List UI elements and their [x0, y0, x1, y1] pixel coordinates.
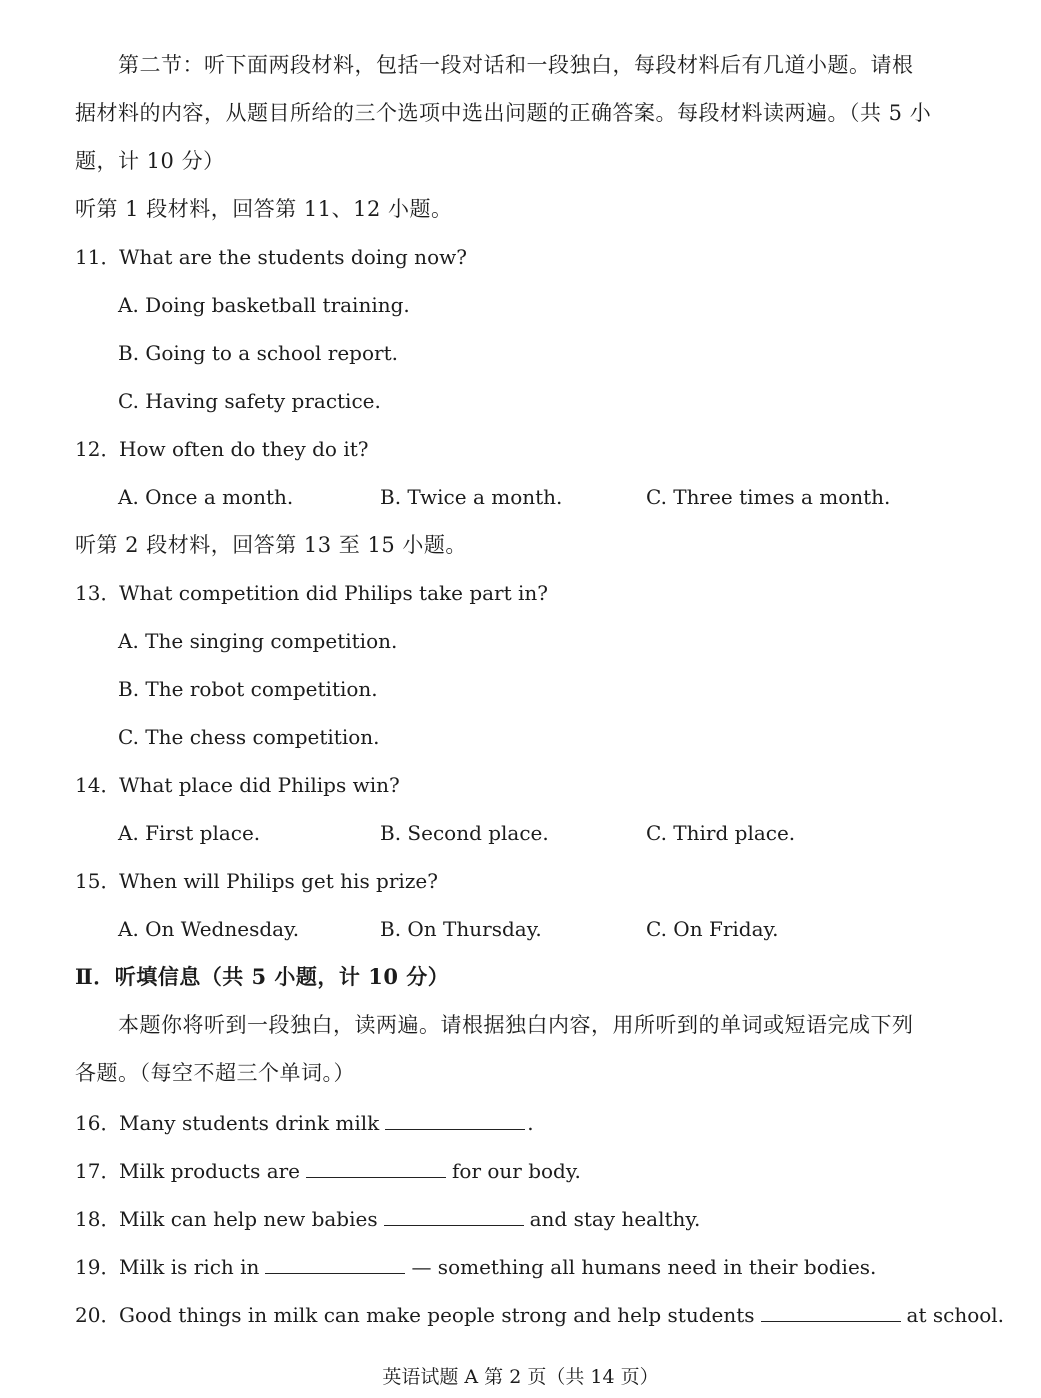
q11-option-b: B. Going to a school report.: [118, 341, 398, 365]
item-number: 16．: [75, 1111, 121, 1135]
q15-option-c: C. On Friday.: [646, 917, 779, 941]
material1-header: 听第 1 段材料，回答第 11、12 小题。: [75, 197, 453, 221]
part2-intro-line2: 各题。（每空不超三个单词。）: [75, 1061, 355, 1085]
q13-option-b: B. The robot competition.: [118, 677, 378, 701]
item-text-before: Milk products are: [119, 1159, 301, 1183]
question-15: [75, 868, 438, 894]
fill-item-17: [75, 1158, 581, 1184]
question-number: 15．: [75, 869, 121, 893]
q12-option-b: B. Twice a month.: [380, 485, 563, 509]
section2-intro-line3: 题，计 10 分）: [75, 149, 225, 173]
item-number: 17．: [75, 1159, 121, 1183]
q14-option-b: B. Second place.: [380, 821, 549, 845]
item-number: 20．: [75, 1303, 121, 1327]
item-text-before: Milk can help new babies: [119, 1207, 378, 1231]
fill-item-16: [75, 1110, 534, 1136]
question-text: When will Philips get his prize?: [119, 869, 438, 893]
question-text: What are the students doing now?: [119, 245, 467, 269]
answer-blank[interactable]: [761, 1303, 901, 1322]
question-text: What competition did Philips take part in?: [119, 581, 549, 605]
question-text: How often do they do it?: [119, 437, 369, 461]
question-number: 11．: [75, 245, 121, 269]
item-text-after: at school.: [906, 1303, 1005, 1327]
question-number: 12．: [75, 437, 121, 461]
part2-title: Ⅱ．听填信息（共 5 小题，计 10 分）: [75, 964, 450, 989]
q11-option-a: A. Doing basketball training.: [118, 293, 410, 317]
item-text-after: and stay healthy.: [529, 1207, 701, 1231]
question-12: [75, 436, 368, 462]
fill-item-19: [75, 1254, 876, 1280]
material2-header: 听第 2 段材料，回答第 13 至 15 小题。: [75, 533, 467, 557]
item-text-after: — something all humans need in their bodies.: [411, 1255, 877, 1279]
item-text-before: Good things in milk can make people strong and help students: [119, 1303, 755, 1327]
fill-item-18: [75, 1206, 700, 1232]
question-text: What place did Philips win?: [119, 773, 400, 797]
item-number: 19．: [75, 1255, 121, 1279]
question-number: 13．: [75, 581, 121, 605]
question-13: [75, 580, 548, 606]
section2-intro-line2: 据材料的内容，从题目所给的三个选项中选出问题的正确答案。每段材料读两遍。（共 5 小: [75, 101, 932, 125]
section2-intro-line1: 第二节：听下面两段材料，包括一段对话和一段独白，每段材料后有几道小题。请根: [118, 53, 914, 77]
question-11: [75, 244, 467, 270]
answer-blank[interactable]: [306, 1159, 446, 1178]
answer-blank[interactable]: [384, 1207, 524, 1226]
q14-option-a: A. First place.: [118, 821, 261, 845]
q11-option-c: C. Having safety practice.: [118, 389, 381, 413]
q13-option-a: A. The singing competition.: [118, 629, 398, 653]
q12-option-a: A. Once a month.: [118, 485, 294, 509]
item-number: 18．: [75, 1207, 121, 1231]
part2-intro-line1: 本题你将听到一段独白，读两遍。请根据独白内容，用所听到的单词或短语完成下列: [118, 1013, 914, 1037]
item-text-after: .: [527, 1111, 534, 1135]
item-text-before: Many students drink milk: [119, 1111, 380, 1135]
fill-item-20: [75, 1302, 1004, 1328]
q13-option-c: C. The chess competition.: [118, 725, 380, 749]
page-footer: 英语试题 A 第 2 页（共 14 页）: [382, 1366, 659, 1388]
q15-option-b: B. On Thursday.: [380, 917, 542, 941]
q12-option-c: C. Three times a month.: [646, 485, 891, 509]
question-14: [75, 772, 400, 798]
q15-option-a: A. On Wednesday.: [118, 917, 300, 941]
item-text-after: for our body.: [452, 1159, 581, 1183]
answer-blank[interactable]: [265, 1255, 405, 1274]
q14-option-c: C. Third place.: [646, 821, 796, 845]
answer-blank[interactable]: [385, 1111, 525, 1130]
question-number: 14．: [75, 773, 121, 797]
item-text-before: Milk is rich in: [119, 1255, 260, 1279]
